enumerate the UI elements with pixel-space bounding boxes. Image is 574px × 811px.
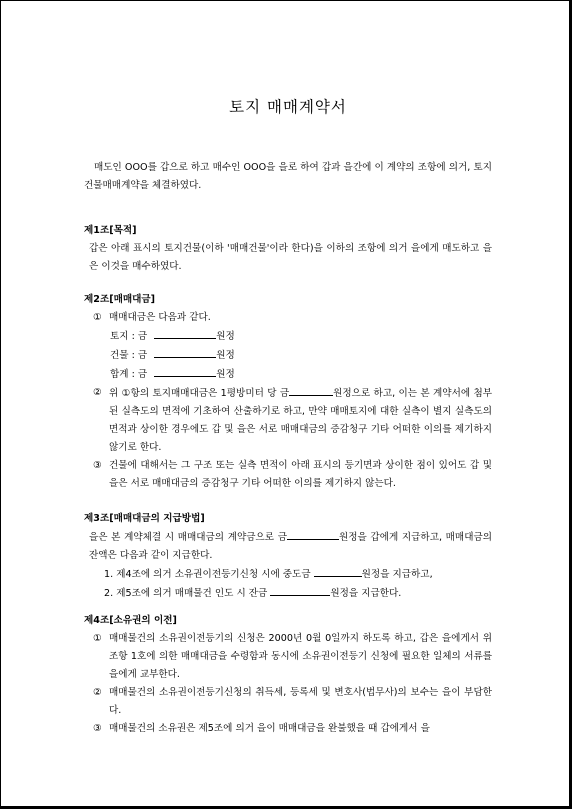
article-3-body bbox=[84, 528, 492, 565]
article-1 bbox=[84, 222, 492, 276]
amount-blank[interactable] bbox=[314, 565, 362, 577]
article-2-heading: 제2조[매매대금] bbox=[84, 294, 156, 305]
amount-blank[interactable] bbox=[154, 365, 216, 377]
item-text-part: 원정을 지급한다. bbox=[330, 588, 402, 599]
item-text: 건물에 대해서는 그 구조 또는 실측 면적이 아래 표시의 등기면과 상이한 점이 있어도 갑 및 을은 서로 매매대금의 증감청구 기타 어떠한 이의를 제기하지 않는다. bbox=[109, 460, 492, 489]
item-text: 매매대금은 다음과 같다. bbox=[109, 312, 211, 323]
intro-paragraph: 매도인 OOO를 갑으로 하고 매수인 OOO을 을로 하여 갑과 을간에 이 계약의 조항에 의거, 토지건물매매계약을 체결하였다. bbox=[84, 162, 492, 191]
payment-item-2 bbox=[84, 584, 492, 603]
price-row-land bbox=[84, 327, 492, 346]
won-suffix: 원정 bbox=[216, 350, 235, 361]
item-marker: ② bbox=[93, 387, 102, 398]
price-row-building bbox=[84, 346, 492, 365]
article-4-item-3 bbox=[84, 720, 492, 738]
item-text-part: 위 ①항의 토지매매대금은 1평방미터 당 금 bbox=[109, 388, 290, 399]
body-text-part: 원정을 갑에게 지급하고, 매매대금의 잔액은 다음과 같이 지급한다. bbox=[89, 532, 492, 561]
item-marker: ① bbox=[93, 633, 102, 644]
item-text: 매매물건의 소유권이전등기의 신청은 2000년 0월 0일까지 하도록 하고, 갑은 을에게서 위 조항 1호에 의한 매매대금을 수령함과 동시에 소유권이전등기 신청에 필요한 일체의 서류를 을에게 교부한다. bbox=[109, 633, 492, 680]
price-label: 건물 : 금 bbox=[110, 350, 148, 361]
item-marker: ② bbox=[93, 687, 102, 698]
article-4-heading: 제4조[소유권의 이전] bbox=[84, 615, 177, 626]
item-marker: ③ bbox=[93, 460, 102, 471]
item-text: 매매물건의 소유권은 제5조에 의거 을이 매매대금을 완불했을 때 갑에게서 을 bbox=[109, 723, 430, 734]
article-2-item-1 bbox=[84, 309, 492, 327]
payment-item-1 bbox=[84, 565, 492, 584]
article-3-heading: 제3조[매매대금의 지급방법] bbox=[84, 513, 205, 524]
price-label: 토지 : 금 bbox=[110, 331, 148, 342]
item-text-part: 원정으로 하고, 이는 본 계약서에 첨부된 실측도의 면적에 기초하여 산출하기로 하고, 만약 매매토지에 대한 실측이 별지 실측도의 면적과 상이한 경우에도 갑 및 을은 서로 매매대금의 증감청구 기타 어떠한 이의를 제기하지 않기로 한다. bbox=[109, 388, 493, 453]
article-1-heading: 제1조[목적] bbox=[84, 225, 137, 236]
article-4 bbox=[84, 612, 492, 738]
won-suffix: 원정 bbox=[216, 331, 235, 342]
item-text-part: 1. 제4조에 의거 소유권이전등기신청 시에 중도금 bbox=[104, 569, 311, 580]
item-text-part: 2. 제5조에 의거 매매물건 인도 시 잔금 bbox=[104, 588, 268, 599]
amount-blank[interactable] bbox=[270, 584, 330, 596]
amount-blank[interactable] bbox=[287, 528, 339, 540]
amount-blank[interactable] bbox=[154, 327, 216, 339]
item-text-part: 원정을 지급하고, bbox=[361, 569, 433, 580]
article-2-item-3 bbox=[84, 457, 492, 493]
article-2 bbox=[84, 291, 492, 493]
article-2-item-2 bbox=[84, 384, 492, 457]
article-1-body: 갑은 아래 표시의 토지건물(이하 '매매건물'이라 한다)을 이하의 조항에 의거 을에게 매도하고 을은 이것을 매수하였다. bbox=[89, 243, 492, 272]
document-title: 토지 매매계약서 bbox=[229, 98, 347, 116]
article-3 bbox=[84, 510, 492, 603]
item-text: 매매물건의 소유권이전등기신청의 취득세, 등록세 및 변호사(법무사)의 보수는 을이 부담한다. bbox=[109, 687, 492, 716]
article-4-item-1 bbox=[84, 630, 492, 684]
item-text bbox=[109, 384, 492, 457]
body-text-part: 을은 본 계약체결 시 매매대금의 계약금으로 금 bbox=[89, 532, 287, 543]
won-suffix: 원정 bbox=[216, 369, 235, 380]
item-marker: ① bbox=[93, 312, 102, 323]
item-marker: ③ bbox=[93, 723, 102, 734]
amount-blank[interactable] bbox=[289, 384, 333, 396]
amount-blank[interactable] bbox=[154, 346, 216, 358]
article-4-item-2 bbox=[84, 684, 492, 720]
price-label: 합계 : 금 bbox=[110, 369, 148, 380]
price-row-total bbox=[84, 365, 492, 384]
